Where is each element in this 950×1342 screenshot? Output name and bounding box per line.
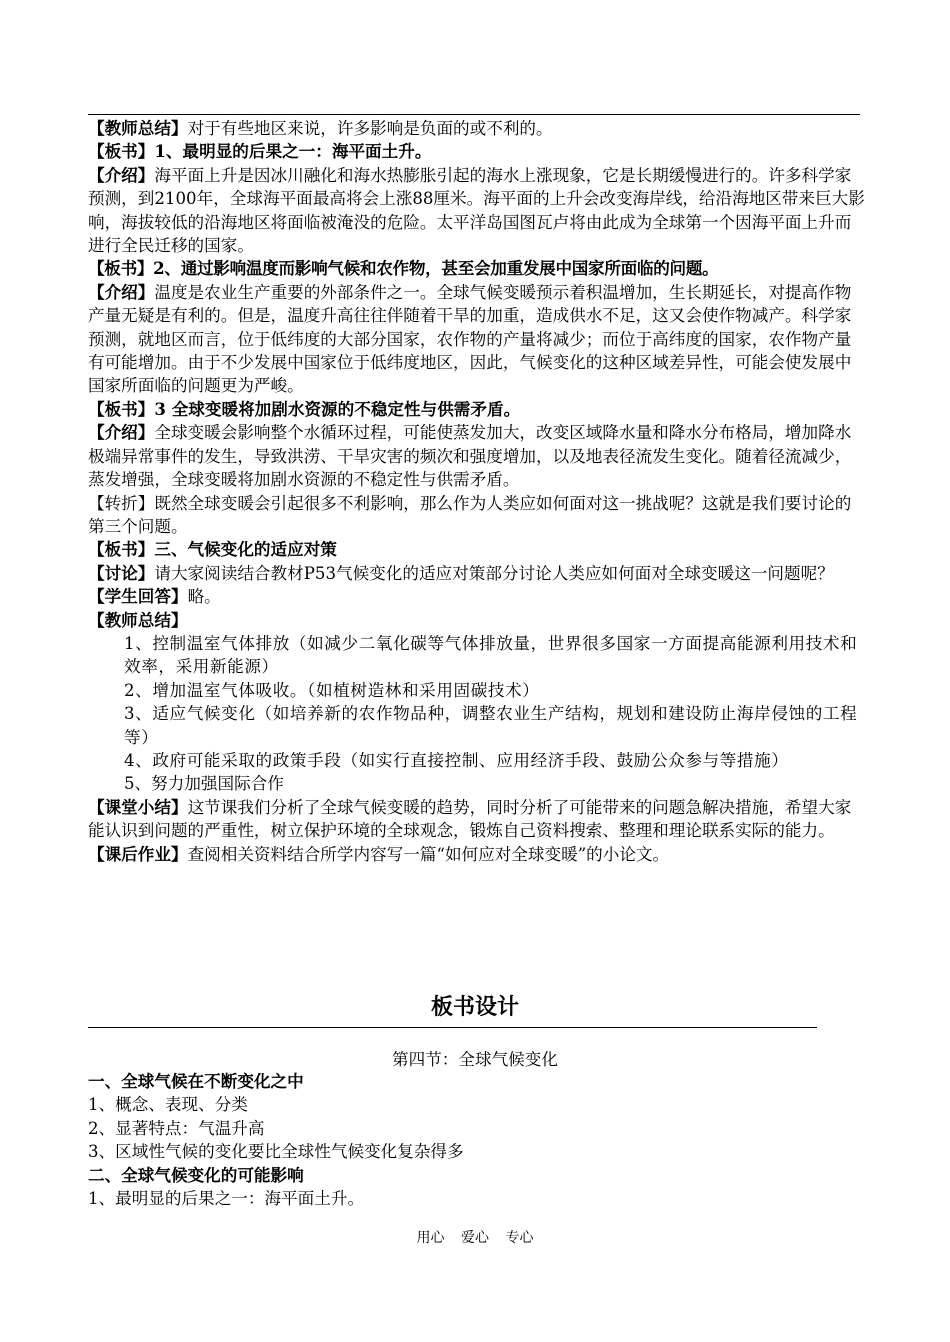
paragraph-text: 温度是农业生产重要的外部条件之一。全球气候变暖预示着积温增加，生长期延长，对提高作物产量无疑是有利的。但是，温度升高往往伴随着干旱的加重，造成供水不足，这又会使作物减产。科学家预测，就地区而言，位于低纬度的大部分国家，农作物的产量将减少；而位于高纬度的国家，农作物产量有可能增加。由于不少发展中国家位于低纬度地区，因此，气候变化的这种区域差异性，可能会使发展中国家所面临的问题更为严峻。 [88,282,852,396]
class-summary [88,796,866,843]
board-design-subtitle: 第四节：全球气候变化 [392,1050,558,1069]
paragraph-text: 对于有些地区来说，许多影响是负面的或不利的。 [187,119,553,138]
page-footer [0,1228,950,1248]
paragraph-text: 查阅相关资料结合所学内容写一篇“如何应对全球变暖”的小论文。 [187,844,670,864]
board-note-3: 【板书】3 全球变暖将加剧水资源的不稳定性与供需矛盾。 [88,398,521,419]
design-item: 1、概念、表现、分类 [88,1095,248,1115]
tag: 【教师总结】 [88,118,188,138]
board-note-1: 【板书】1、最明显的后果之一：海平面土升。 [88,141,432,162]
board-design-title: 板书设计 [430,994,519,1020]
footer-text: 专心 [505,1230,534,1246]
paragraph-text: 全球变暖会影响整个水循环过程，可能使蒸发加大，改变区域降水量和降水分布格局，增加降水极端异常事件的发生，导致洪涝、干旱灾害的频次和强度增加，以及地表径流发生变化。随着径流减少，蒸发增强，全球变暖将加剧水资源的不稳定性与供需矛盾。 [88,423,852,490]
student-answer [88,585,866,608]
transition: 【转折】既然全球变暖会引起很多不利影响，那么作为人类应如何面对这一挑战呢？这就是我们要讨论的第三个问题。 [88,493,852,536]
design-heading: 一、全球气候在不断变化之中 [88,1071,304,1091]
tag: 【学生回答】 [88,586,188,607]
paragraph-text: 略。 [187,587,221,607]
homework [88,843,866,866]
tag: 【课堂小结】 [88,796,188,817]
intro-temperature [88,281,866,398]
paragraph-text: 海平面上升是因冰川融化和海水热膨胀引起的海水上涨现象，它是长期缓慢进行的。许多科学家预测，到2100年，全球海平面最高将会上涨88厘米。海平面的上升会改变海岸线，给沿海地区带来巨大影响，海拔较低的沿海地区将面临被淹没的危险。太平洋岛国图瓦卢将由此成为全球第一个因海平面上升而进行全民迁移的国家。 [88,165,865,256]
lesson-body [88,117,866,866]
footer-text: 用心 [416,1230,445,1246]
intro-water [88,421,866,491]
board-design [88,1070,866,1210]
board-note-4: 【板书】三、气候变化的适应对策 [88,539,337,560]
board-note-2: 【板书】2、通过影响温度而影响气候和农作物，甚至会加重发展中国家所面临的问题。 [88,258,719,279]
tag: 【讨论】 [88,562,155,583]
top-rule [88,114,860,115]
list-item: 3、适应气候变化（如培养新的农作物品种，调整农业生产结构，规划和建设防止海岸侵蚀的工程等） [124,704,858,747]
paragraph-text: 请大家阅读结合教材P53气候变化的适应对策部分讨论人类应如何面对全球变暖这一问题呢？ [154,563,834,583]
teacher-summary-1 [88,117,866,140]
paragraph-text: 这节课我们分析了全球气候变暖的趋势，同时分析了可能带来的问题急解决措施，希望大家能认识到问题的严重性，树立保护环境的全球观念，锻炼自己资料搜索、整理和理论联系实际的能力。 [88,797,852,841]
list-item: 4、政府可能采取的政策手段（如实行直接控制、应用经济手段、鼓励公众参与等措施） [124,750,789,770]
list-item: 5、努力加强国际合作 [124,774,284,794]
teacher-summary-2: 【教师总结】 [88,609,188,630]
tag: 【介绍】 [88,164,155,185]
design-item: 1、最明显的后果之一：海平面土升。 [88,1189,365,1209]
design-item: 2、显著特点：气温升高 [88,1118,265,1138]
title-rule [88,1027,817,1028]
list-item: 2、增加温室气体吸收。（如植树造林和采用固碳技术） [124,680,540,700]
footer-text: 爱心 [461,1230,489,1246]
tag: 【介绍】 [88,422,155,443]
intro-sea-level [88,164,866,258]
design-item: 3、区域性气候的变化要比全球性气候变化复杂得多 [88,1142,464,1162]
tag: 【介绍】 [88,281,155,302]
list-item: 1、控制温室气体排放（如减少二氧化碳等气体排放量，世界很多国家一方面提高能源利用技术和效率，采用新能源） [124,633,858,677]
discussion [88,562,866,585]
tag: 【课后作业】 [88,843,188,864]
design-heading: 二、全球气候变化的可能影响 [88,1164,304,1185]
